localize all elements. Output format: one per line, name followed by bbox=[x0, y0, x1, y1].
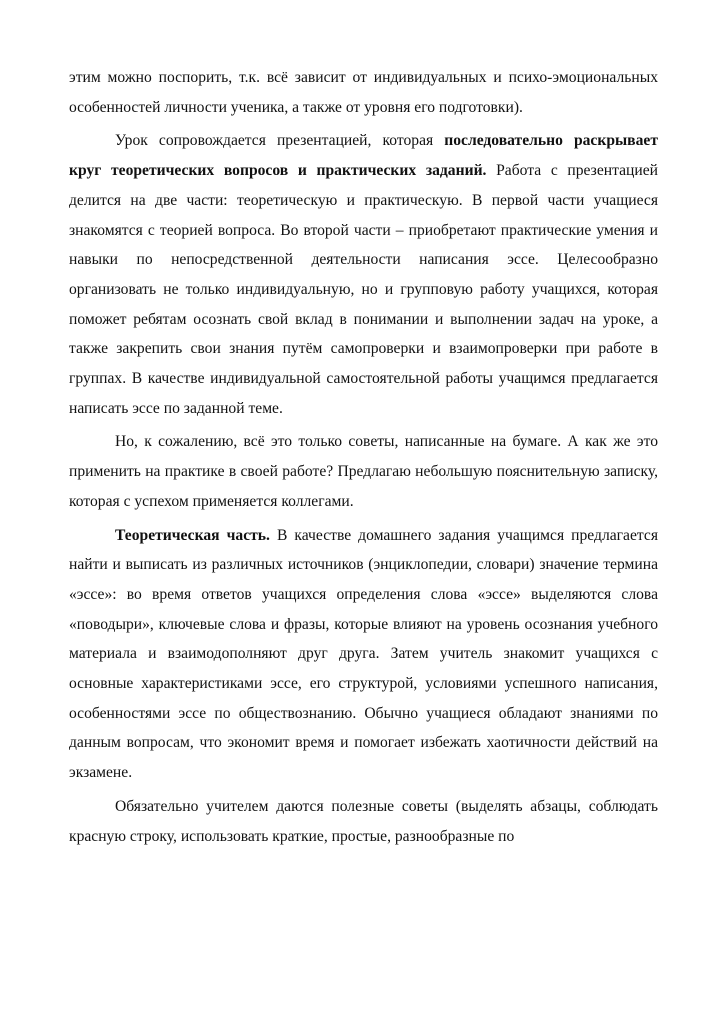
document-body bbox=[69, 63, 658, 851]
paragraph-2-lead-text: Урок сопровождается презентацией, которая bbox=[115, 132, 445, 150]
paragraph-3 bbox=[69, 427, 658, 516]
paragraph-5-text: Обязательно учителем даются полезные советы (выделять абзацы, соблюдать красную строку, использовать краткие, простые, разнообразные по bbox=[69, 797, 658, 845]
paragraph-3-text: Но, к сожалению, всё это только советы, написанные на бумаге. А как же это применить на практике в своей работе? Предлагаю небольшую пояснительную записку, которая с успехом применяется коллегами. bbox=[69, 433, 658, 510]
paragraph-4-bold-text: Теоретическая часть. bbox=[115, 526, 270, 544]
paragraph-1-text: этим можно поспорить, т.к. всё зависит от индивидуальных и психо-эмоциональных особенностей личности ученика, а также от уровня его подготовки). bbox=[69, 69, 658, 116]
paragraph-2-bold-text: последовательно раскрывает круг теоретических вопросов и практических заданий. bbox=[69, 132, 658, 180]
paragraph-2-rest-text: Работа с презентацией делится на две части: теоретическую и практическую. В первой части учащиеся знакомятся с теорией вопроса. Во второй части – приобретают практические умения и навыки по непосредственной деятельности написания эссе. Целесообразно организовать не только индивидуальную, но и групповую работу учащихся, которая поможет ребятам осознать свой вклад в понимании и выполнении задач на уроке, а также закрепить свои знания путём самопроверки и взаимопроверки при работе в группах. В качестве индивидуальной самостоятельной работы учащимся предлагается написать эссе по заданной теме. bbox=[69, 162, 658, 417]
paragraph-1 bbox=[69, 63, 658, 122]
paragraph-5 bbox=[69, 792, 658, 851]
paragraph-4-rest-text: В качестве домашнего задания учащимся предлагается найти и выписать из различных источников (энциклопедии, словари) значение термина «эссе»: во время ответов учащихся определения слова «эссе» выделяются слова «поводыри», ключевые слова и фразы, которые влияют на уровень осознания учебного материала и взаимодополняют друг друга. Затем учитель знакомит учащихся с основные характеристиками эссе, его структурой, условиями успешного написания, особенностями эссе по обществознанию. Обычно учащиеся обладают знаниями по данным вопросам, что экономит время и помогает избежать хаотичности действий на экзамене. bbox=[69, 526, 658, 782]
paragraph-2 bbox=[69, 126, 658, 423]
paragraph-4 bbox=[69, 521, 658, 788]
